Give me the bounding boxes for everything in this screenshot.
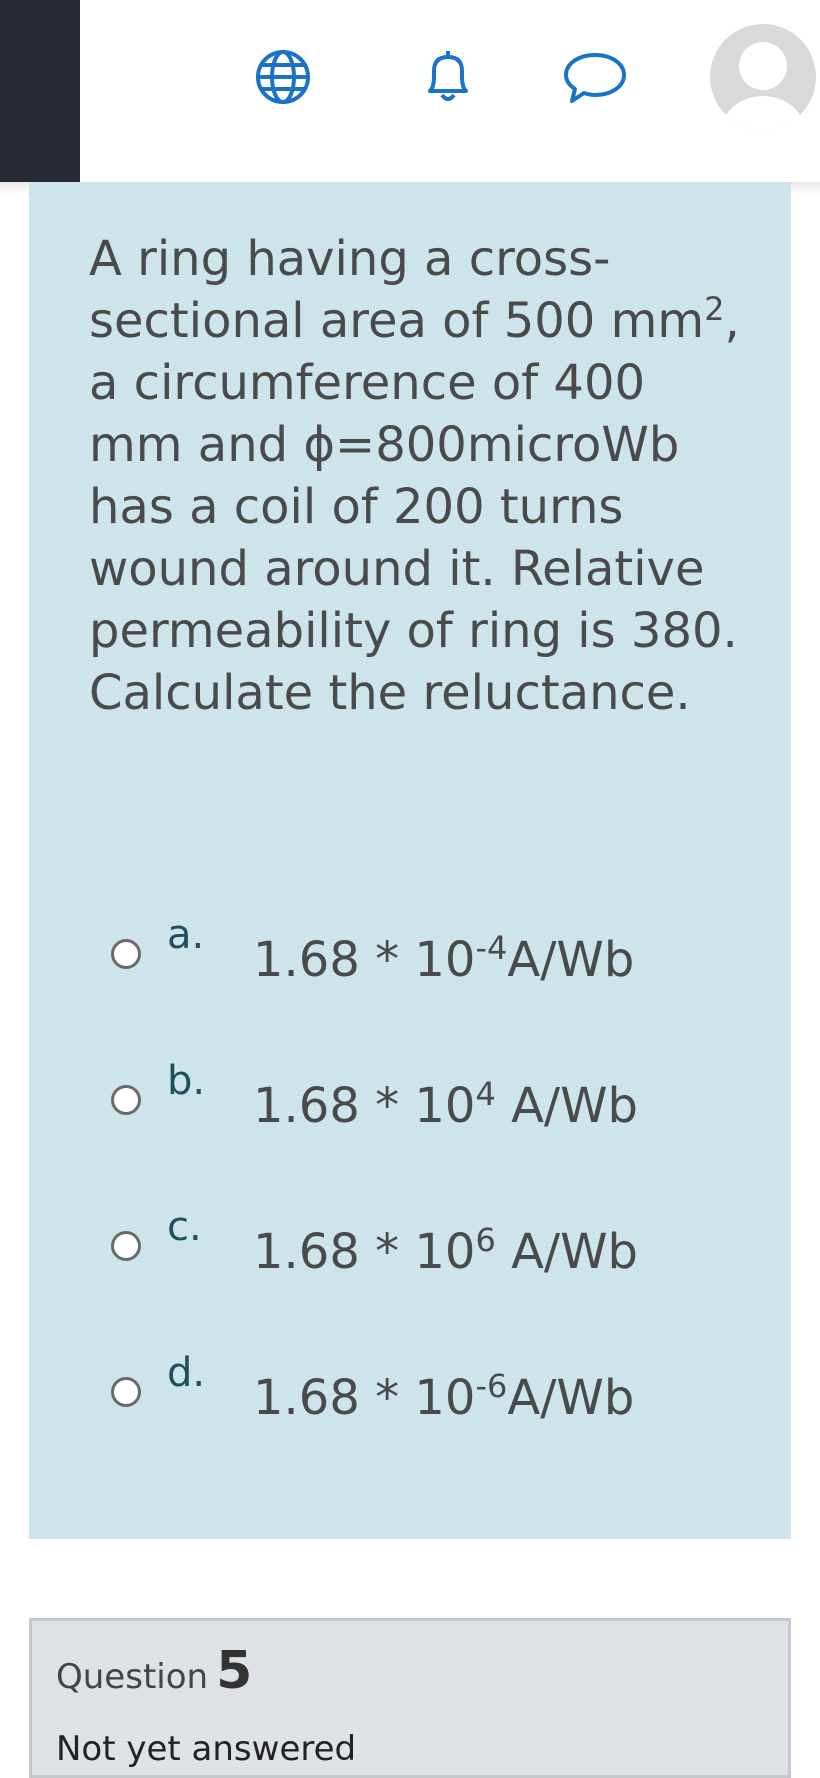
- top-navbar: [0, 0, 820, 182]
- question-card: [29, 182, 791, 1539]
- option-letter: a.: [167, 912, 205, 958]
- radio-button[interactable]: [111, 939, 141, 969]
- answer-option-c[interactable]: [111, 1204, 711, 1284]
- question-number: 5: [216, 1641, 253, 1701]
- question-info-card: [29, 1618, 791, 1778]
- question-text: A ring having a cross-sectional area of 500 $mm^2$, a circumference of 400 mm and ϕ=800microWb has a coil of 200 turns wound around it. Relative permeability of ring is 380. Calculate the reluctance.: [89, 231, 740, 721]
- bell-icon[interactable]: [413, 42, 483, 112]
- answer-option-b[interactable]: [111, 1058, 711, 1138]
- answer-option-d[interactable]: [111, 1350, 711, 1430]
- option-value: $1.68 * 10^{-6}A/Wb$: [253, 1367, 635, 1426]
- option-letter: d.: [167, 1350, 206, 1396]
- answer-option-a[interactable]: [111, 912, 711, 992]
- globe-icon[interactable]: [248, 42, 318, 112]
- drawer-toggle-area[interactable]: [0, 0, 80, 182]
- option-value: $1.68 * 10^6$ A/Wb: [253, 1221, 639, 1280]
- radio-button[interactable]: [111, 1377, 141, 1407]
- option-value: $1.68 * 10^{-4}A/Wb$: [253, 929, 635, 988]
- radio-button[interactable]: [111, 1085, 141, 1115]
- option-letter: b.: [167, 1058, 206, 1104]
- chat-bubble-icon[interactable]: [560, 42, 630, 112]
- option-value: $1.68 * 10^4$ A/Wb: [253, 1075, 639, 1134]
- radio-button[interactable]: [111, 1231, 141, 1261]
- option-letter: c.: [167, 1204, 202, 1250]
- user-avatar[interactable]: [710, 24, 816, 130]
- question-status: Not yet answered: [56, 1729, 357, 1769]
- question-number-label: Question 5: [56, 1641, 253, 1701]
